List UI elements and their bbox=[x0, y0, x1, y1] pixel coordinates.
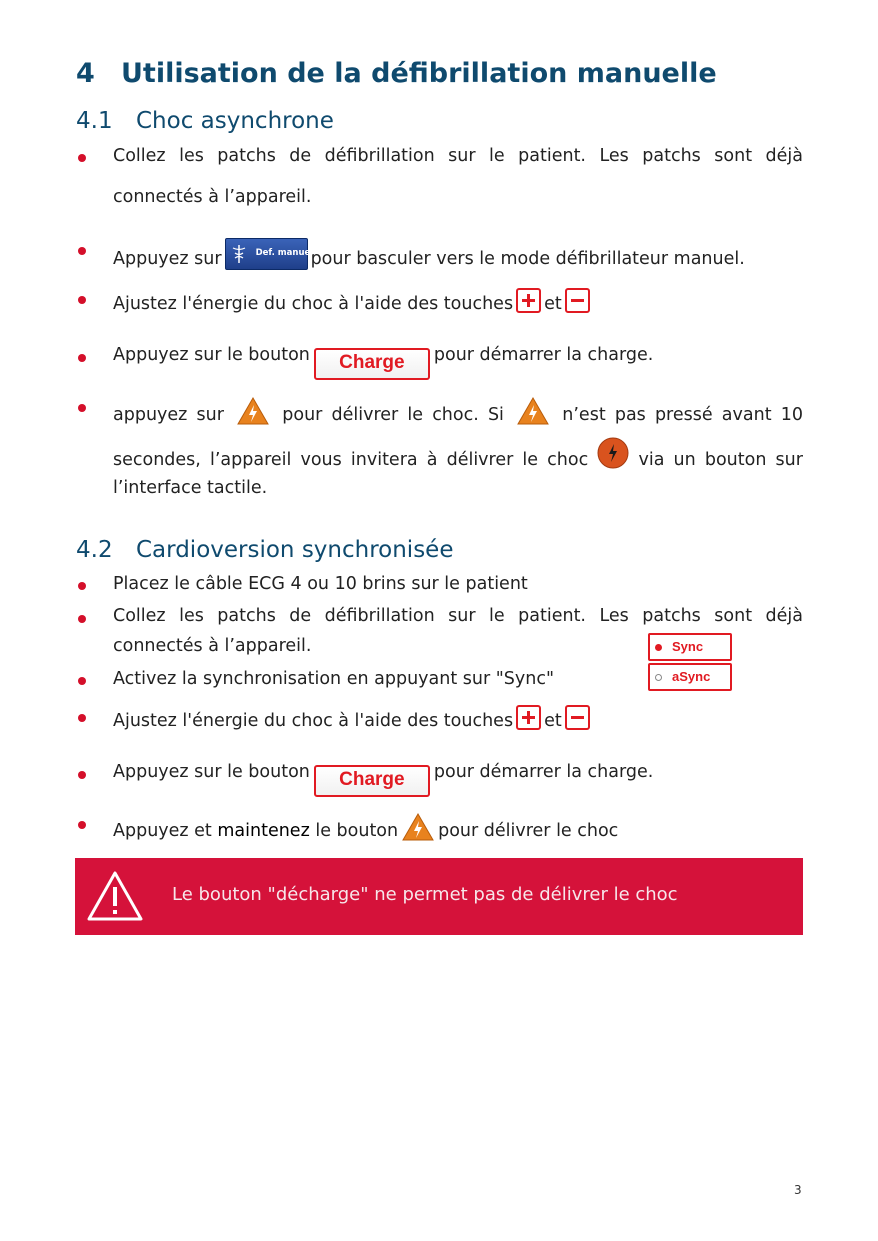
warning-banner bbox=[75, 858, 803, 935]
section-4-1-number: 4.1 bbox=[76, 108, 113, 134]
warning-text: Le bouton "décharge" ne permet pas de délivrer le choc bbox=[172, 884, 678, 905]
chapter-title bbox=[76, 58, 717, 89]
list-item-text: Collez les patchs de défibrillation sur le patient. Les patchs sont déjà bbox=[113, 146, 803, 166]
discharge-icon[interactable] bbox=[516, 396, 550, 426]
bullet bbox=[78, 354, 86, 362]
charge-button[interactable]: Charge bbox=[314, 348, 430, 380]
section-4-2-number: 4.2 bbox=[76, 537, 113, 563]
list-item bbox=[113, 705, 593, 731]
list-item-text: Ajustez l'énergie du choc à l'aide des touches bbox=[113, 711, 514, 731]
bullet bbox=[78, 821, 86, 829]
list-item bbox=[113, 345, 653, 380]
list-item-text: Placez le câble ECG 4 ou 10 brins sur le patient bbox=[113, 574, 528, 594]
sync-radio-icon bbox=[655, 644, 662, 651]
bullet bbox=[78, 154, 86, 162]
list-item-text: Appuyez sur bbox=[113, 249, 222, 269]
list-item-text: Activez la synchronisation en appuyant sur "Sync" bbox=[113, 669, 554, 689]
bullet bbox=[78, 714, 86, 722]
shock-icon[interactable] bbox=[597, 437, 629, 469]
list-item-text: Appuyez et bbox=[113, 821, 212, 841]
async-radio-icon bbox=[655, 674, 662, 681]
list-item bbox=[113, 437, 803, 470]
list-item-text: Ajustez l'énergie du choc à l'aide des touches bbox=[113, 294, 514, 314]
chapter-title-text: Utilisation de la défibrillation manuelle bbox=[121, 58, 717, 89]
discharge-icon[interactable] bbox=[401, 812, 435, 842]
section-4-2-title-text: Cardioversion synchronisée bbox=[136, 537, 454, 563]
section-4-2-title bbox=[76, 537, 454, 563]
list-item-text: connectés à l’appareil. bbox=[113, 636, 312, 656]
sync-label: Sync bbox=[672, 639, 704, 654]
list-item-text: pour délivrer le choc bbox=[438, 821, 619, 841]
list-item-text: via un bouton sur bbox=[638, 450, 803, 470]
section-4-1-title-text: Choc asynchrone bbox=[136, 108, 334, 134]
list-item-text: Appuyez sur le bouton bbox=[113, 762, 310, 782]
sync-button[interactable] bbox=[648, 633, 732, 661]
list-item-emphasis: maintenez bbox=[217, 821, 310, 841]
warning-icon bbox=[85, 869, 145, 924]
bullet bbox=[78, 677, 86, 685]
caduceus-icon bbox=[232, 244, 246, 264]
def-manuel-button[interactable] bbox=[225, 238, 314, 270]
charge-button[interactable]: Charge bbox=[314, 765, 430, 797]
list-item-text: et bbox=[544, 711, 562, 731]
bullet bbox=[78, 247, 86, 255]
bullet bbox=[78, 615, 86, 623]
list-item bbox=[113, 762, 653, 797]
list-item-text: Appuyez sur le bouton bbox=[113, 345, 310, 365]
list-item-text: pour délivrer le choc. Si bbox=[282, 405, 504, 425]
async-label: aSync bbox=[672, 669, 711, 684]
list-item-text: pour basculer vers le mode défibrillateur manuel. bbox=[310, 249, 745, 269]
bullet bbox=[78, 771, 86, 779]
list-item bbox=[113, 396, 803, 426]
plus-button[interactable] bbox=[516, 705, 541, 730]
async-button[interactable] bbox=[648, 663, 732, 691]
def-manuel-label: Def. manuel bbox=[255, 248, 314, 258]
list-item-text: n’est pas pressé avant 10 bbox=[562, 405, 803, 425]
list-item-text: et bbox=[544, 294, 562, 314]
list-item-text: pour démarrer la charge. bbox=[433, 762, 654, 782]
minus-button[interactable] bbox=[565, 705, 590, 730]
bullet bbox=[78, 582, 86, 590]
chapter-number: 4 bbox=[76, 58, 95, 89]
list-item-text: connectés à l’appareil. bbox=[113, 187, 312, 207]
discharge-icon[interactable] bbox=[236, 396, 270, 426]
page-number: 3 bbox=[794, 1183, 802, 1197]
list-item-text: l’interface tactile. bbox=[113, 478, 268, 498]
list-item bbox=[113, 812, 618, 842]
list-item-text: le bouton bbox=[315, 821, 399, 841]
list-item bbox=[113, 288, 593, 314]
bullet bbox=[78, 404, 86, 412]
list-item-text: pour démarrer la charge. bbox=[433, 345, 654, 365]
minus-button[interactable] bbox=[565, 288, 590, 313]
list-item bbox=[113, 238, 745, 270]
list-item-text: secondes, l’appareil vous invitera à délivrer le choc bbox=[113, 450, 589, 470]
section-4-1-title bbox=[76, 108, 334, 134]
bullet bbox=[78, 296, 86, 304]
plus-button[interactable] bbox=[516, 288, 541, 313]
list-item-text: appuyez sur bbox=[113, 405, 224, 425]
list-item-text: Collez les patchs de défibrillation sur le patient. Les patchs sont déjà bbox=[113, 606, 803, 626]
